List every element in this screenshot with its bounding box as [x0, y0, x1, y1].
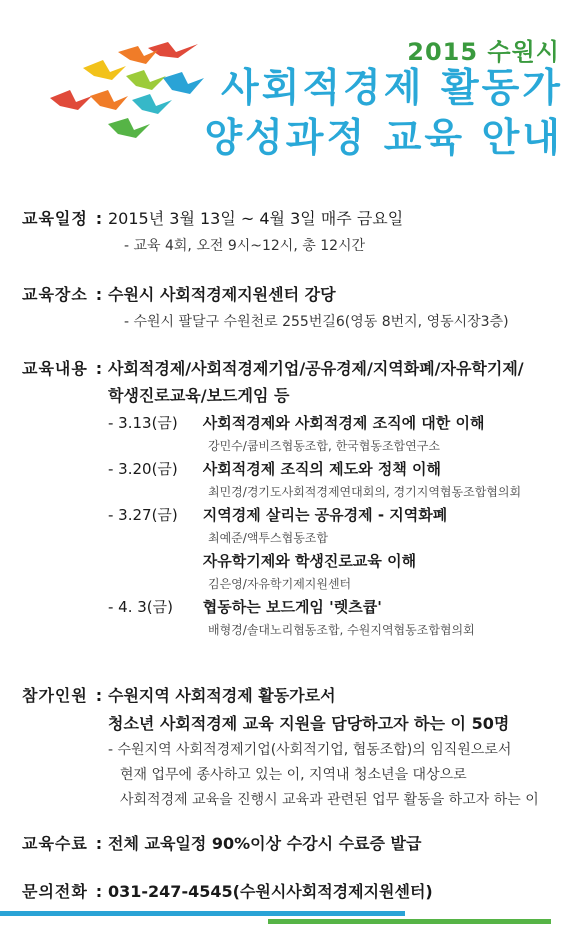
- session-topic: 사회적경제 조직의 제도와 정책 이해: [202, 460, 442, 478]
- venue-value: 수원시 사회적경제지원센터 강당: [108, 285, 336, 304]
- session-topic: 사회적경제와 사회적경제 조직에 대한 이해: [202, 414, 485, 432]
- bird-red-icon: [148, 42, 198, 58]
- session-topic: 지역경제 살리는 공유경제 - 지역화폐: [202, 506, 448, 524]
- content-colon: :: [95, 359, 103, 378]
- participants-section: [22, 683, 573, 809]
- footer-green-bar: [268, 919, 551, 924]
- content-label: 교육내용: [22, 359, 88, 378]
- title-line-1: 사회적경제 활동가: [221, 66, 563, 111]
- session-item: [108, 504, 573, 546]
- contact-section: [22, 879, 573, 902]
- schedule-section: [22, 206, 573, 255]
- session-topic: 자유학기제와 학생진로교육 이해: [202, 552, 417, 570]
- participants-detail-2: 현재 업무에 종사하고 있는 이, 지역내 청소년을 대상으로: [120, 767, 467, 783]
- title-line-2: 양성과정 교육 안내: [204, 116, 563, 161]
- content-line-1: 사회적경제/사회적경제기업/공유경제/지역화폐/자유학기제/: [108, 359, 524, 378]
- venue-section: [22, 282, 573, 331]
- content-section: [22, 356, 573, 638]
- session-date: - 3.13(금): [108, 414, 178, 432]
- completion-value: 전체 교육일정 90%이상 수강시 수료증 발급: [108, 834, 422, 853]
- bird-green-icon: [108, 118, 150, 138]
- session-date: - 3.20(금): [108, 460, 178, 478]
- completion-label: 교육수료: [22, 834, 88, 853]
- session-speaker: 김은영/자유학기제지원센터: [208, 577, 352, 591]
- participants-line-1: 수원지역 사회적경제 활동가로서: [108, 686, 336, 705]
- footer-blue-bar: [0, 911, 405, 916]
- contact-value: 031-247-4545(수원시사회적경제지원센터): [108, 882, 433, 901]
- session-item: [108, 458, 573, 500]
- venue-label: 교육장소: [22, 285, 88, 304]
- schedule-colon: :: [95, 209, 103, 228]
- bird-blue-icon: [163, 72, 204, 94]
- session-topic: 협동하는 보드게임 '렛츠큡': [202, 598, 382, 616]
- participants-detail-3: 사회적경제 교육을 진행시 교육과 관련된 업무 활동을 하고자 하는 이: [120, 792, 539, 808]
- session-speaker: 배형경/솔대노리협동조합, 수원지역협동조합협의회: [208, 623, 475, 637]
- session-speaker: 최예준/액투스협동조합: [208, 531, 328, 545]
- completion-section: [22, 831, 573, 854]
- session-speaker: 강민수/쿱비즈협동조합, 한국협동조합연구소: [208, 439, 440, 453]
- schedule-label: 교육일정: [22, 209, 88, 228]
- flying-birds-logo: [48, 38, 208, 148]
- bird-orange2-icon: [90, 90, 128, 110]
- venue-colon: :: [95, 285, 103, 304]
- contact-colon: :: [95, 882, 103, 901]
- bird-red2-icon: [50, 90, 92, 110]
- year-city-heading: 2015 수원시: [407, 38, 560, 66]
- participants-label: 참가인원: [22, 686, 88, 705]
- content-line-2: 학생진로교육/보드게임 등: [108, 386, 290, 405]
- bird-yellow-icon: [83, 60, 126, 80]
- bird-teal-icon: [132, 94, 172, 114]
- schedule-detail: - 교육 4회, 오전 9시~12시, 총 12시간: [124, 238, 366, 254]
- participants-detail-1: - 수원지역 사회적경제기업(사회적기업, 협동조합)의 임직원으로서: [108, 742, 512, 758]
- session-date: - 3.27(금): [108, 506, 178, 524]
- participants-line-2: 청소년 사회적경제 교육 지원을 담당하고자 하는 이 50명: [108, 714, 510, 733]
- session-item: [108, 596, 573, 638]
- schedule-value: 2015년 3월 13일 ~ 4월 3일 매주 금요일: [108, 209, 404, 228]
- bird-lime-icon: [126, 70, 166, 90]
- session-list: [108, 412, 573, 638]
- session-date: - 4. 3(금): [108, 598, 173, 616]
- venue-detail: - 수원시 팔달구 수원천로 255번길6(영동 8번지, 영동시장3층): [124, 314, 509, 330]
- contact-label: 문의전화: [22, 882, 88, 901]
- participants-colon: :: [95, 686, 103, 705]
- session-speaker: 최민경/경기도사회적경제연대회의, 경기지역협동조합협의회: [208, 485, 522, 499]
- completion-colon: :: [95, 834, 103, 853]
- session-item: [108, 550, 573, 592]
- session-item: [108, 412, 573, 454]
